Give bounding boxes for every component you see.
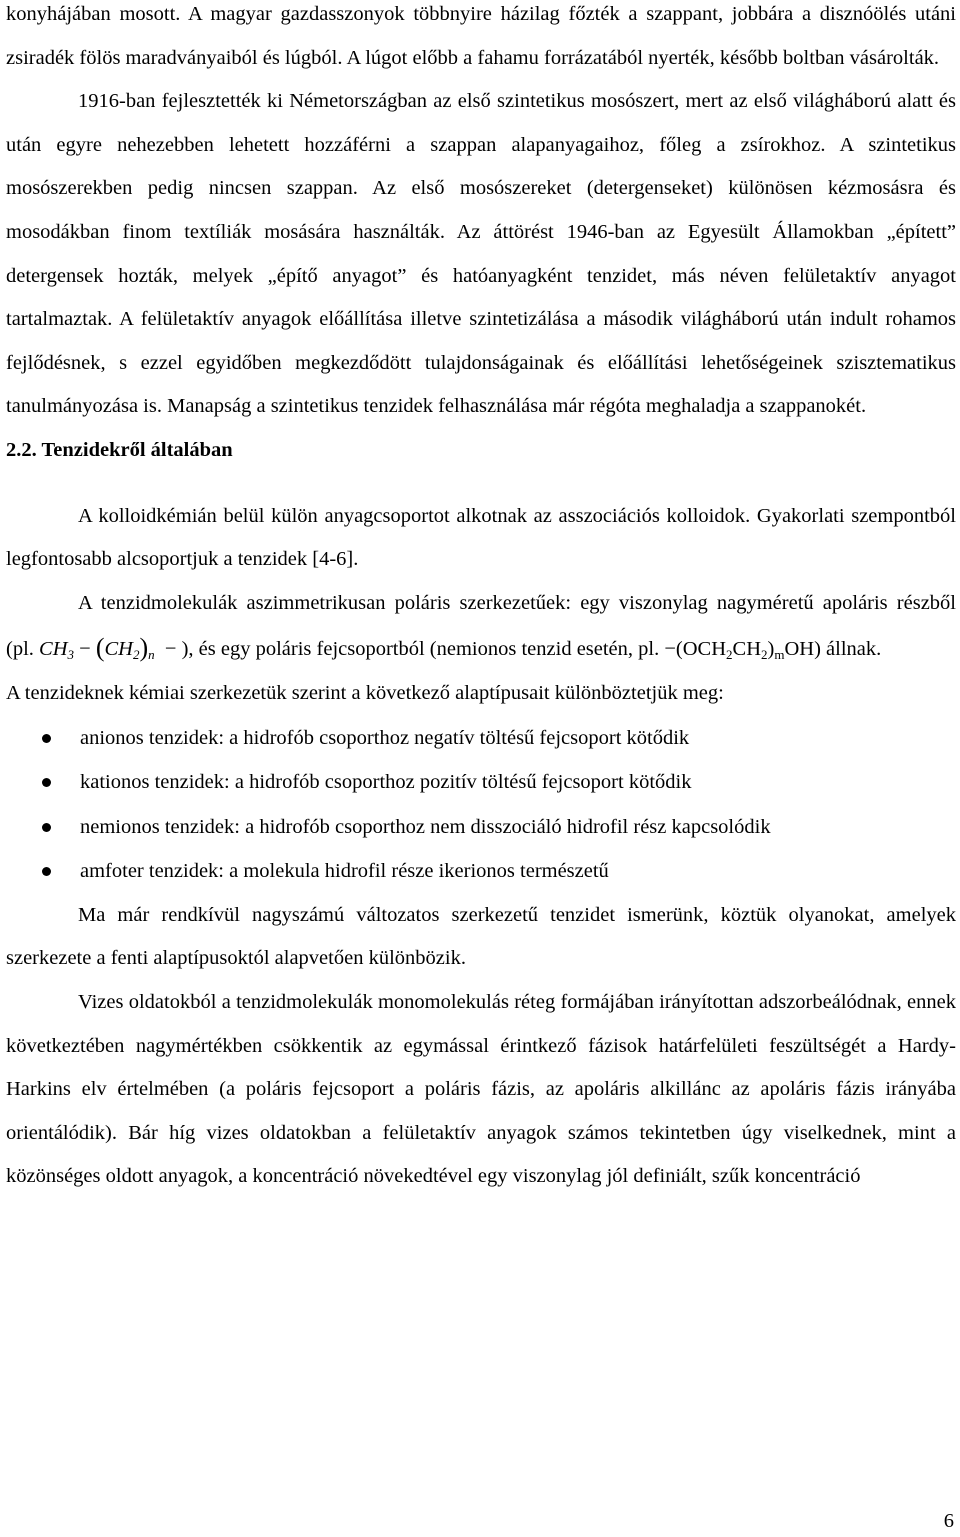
bullet-icon — [42, 867, 51, 876]
bullet-icon — [42, 823, 51, 832]
formula-dash-1: − — [79, 638, 91, 661]
formula-open-paren: ( — [95, 633, 105, 663]
formula-subscript-n: n — [148, 647, 155, 663]
list-item: kationos tenzidek: a hidrofób csoporthoz pozitív töltésű fejcsoport kötődik — [6, 760, 956, 805]
sub-b: 2 — [761, 647, 768, 663]
bullet-icon — [42, 734, 51, 743]
paragraph-types-intro: A tenzideknek kémiai szerkezetük szerint a következő alaptípusait különböztetjük meg: — [6, 681, 724, 704]
tenzid-types-list — [6, 716, 956, 894]
list-item: anionos tenzidek: a hidrofób csoporthoz negatív töltésű fejcsoport kötődik — [6, 716, 956, 761]
formula-dash-2: − — [164, 638, 177, 661]
formula-ch2: $CH_2$ — [104, 638, 140, 663]
paragraph-adsorption: Vizes oldatokból a tenzidmolekulák monomolekulás réteg formájában irányítottan adszorbeálódnak, ennek következtében nagymértékben csökkentik az egymással érintkező fázisok határfelületi feszültségét a Hardy-Harkins elv értelmében (a poláris fejcsoport a poláris fázis, az apoláris alkillánc az apoláris fázis irányába orientálódik). Bár híg vizes oldatokban a felületaktív anyagok számos tekintetben úgy viselkednek, mint a közönséges oldott anyagok, a koncentráció növekedtével egy viszonylag jól definiált, szűk koncentráció — [6, 991, 956, 1188]
paragraph-history: 1916-ban fejlesztették ki Németországban az első szintetikus mosószert, mert az első világháború alatt és után egyre nehezebben lehetett hozzáférni a szappan alapanyagaihoz, főleg a zsírokhoz. A szintetikus mosószerekben pedig nincsen szappan. Az első mosószereket (detergenseket) különösen kézmosásra és mosodákban finom textíliák mosására használták. Az áttörést 1946-ban az Egyesült Államokban „épített” detergensek hozták, melyek „építő anyagot” és hatóanyagként tenzidet, más néven felületaktív anyagot tartalmaztak. A felületaktív anyagok előállítása illetve szintetizálása a második világháború után indult rohamos fejlődésnek, s ezzel egyidőben megkezdődött tulajdonságainak és előállítási lehetőségeinek szisztematikus tanulmányozása is. Manapság a szintetikus tenzidek felhasználása már régóta meghaladja a szappanokét. — [6, 90, 956, 418]
list-item: amfoter tenzidek: a molekula hidrofil része ikerionos természetű — [6, 849, 956, 894]
formula-close-paren: ) — [139, 633, 149, 663]
paragraph-structure — [6, 582, 956, 672]
page-number: 6 — [943, 1510, 954, 1532]
sub-a: 2 — [726, 647, 733, 663]
structure-text-mid: ), és egy poláris fejcsoportból (nemionos tenzid esetén, pl. −(OCH — [181, 638, 727, 661]
list-item: nemionos tenzidek: a hidrofób csoporthoz nem disszociáló hidrofil rész kapcsolódik — [6, 805, 956, 850]
document-page — [6, 0, 956, 1199]
sub-m: m — [774, 647, 785, 663]
paragraph-variety: Ma már rendkívül nagyszámú változatos szerkezetű tenzidet ismerünk, köztük olyanokat, amelyek szerkezete a fenti alaptípusoktól alapvetően különbözik. — [6, 903, 956, 970]
formula-ch3: $CH_3$ — [39, 638, 75, 663]
section-heading: 2.2. Tenzidekről általában — [6, 438, 233, 461]
structure-text-end: OH) állnak. — [784, 638, 882, 661]
structure-ch: CH — [732, 638, 762, 661]
bullet-icon — [42, 778, 51, 787]
paragraph-intro: konyhájában mosott. A magyar gazdasszonyok többnyire házilag főzték a szappant, jobbára a disznóölés utáni zsiradék fölös maradványaiból és lúgból. A lúgot előbb a fahamu forrázatából nyerték, később boltban vásárolták. — [6, 3, 956, 69]
structure-paren: ) — [767, 638, 775, 661]
structure-text-start: A tenzidmolekulák aszimmetrikusan poláris szerkezetűek: egy viszonylag nagyméretű apoláris részből (pl. — [6, 591, 956, 661]
paragraph-colloids: A kolloidkémián belül külön anyagcsoportot alkotnak az asszociációs kolloidok. Gyakorlati szempontból legfontosabb alcsoportjuk a tenzidek [4-6]. — [6, 504, 956, 571]
